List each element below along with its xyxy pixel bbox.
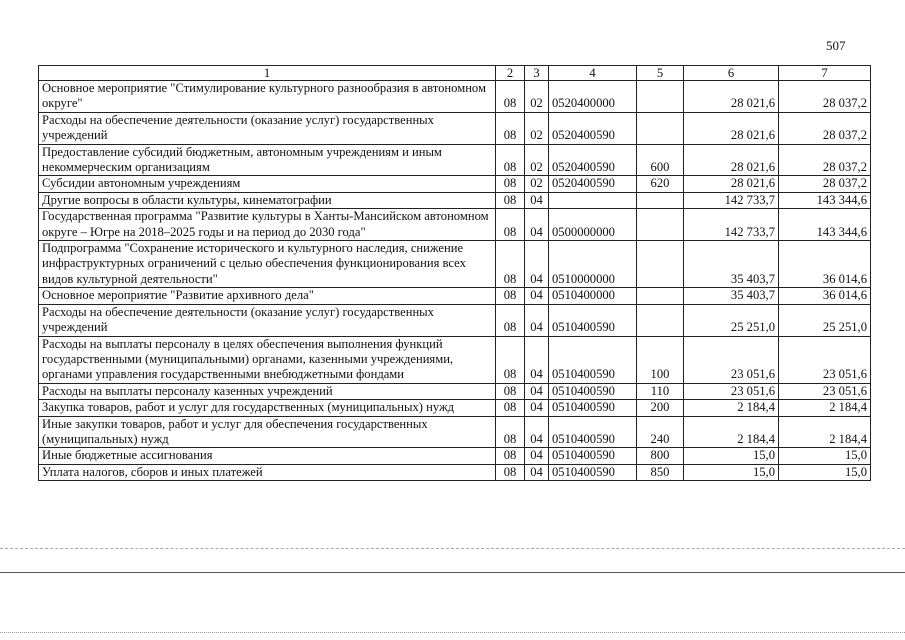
table-row <box>39 448 871 464</box>
amount-year-1: 28 021,6 <box>684 81 779 113</box>
expense-type-code: 110 <box>637 383 684 399</box>
amount-year-1: 15,0 <box>684 464 779 480</box>
table-row <box>39 241 871 288</box>
expense-type-code <box>637 209 684 241</box>
table-row <box>39 400 871 416</box>
section-code: 08 <box>496 192 525 208</box>
table-row <box>39 336 871 383</box>
amount-year-2: 28 037,2 <box>779 176 871 192</box>
subsection-code: 04 <box>525 209 549 241</box>
table-body <box>39 81 871 481</box>
amount-year-1: 35 403,7 <box>684 241 779 288</box>
item-name: Иные бюджетные ассигнования <box>39 448 496 464</box>
amount-year-2: 36 014,6 <box>779 288 871 304</box>
amount-year-1: 35 403,7 <box>684 288 779 304</box>
item-name: Закупка товаров, работ и услуг для государственных (муниципальных) нужд <box>39 400 496 416</box>
target-article-code: 0520400590 <box>549 112 637 144</box>
target-article-code: 0510400590 <box>549 400 637 416</box>
table-row <box>39 81 871 113</box>
subsection-code: 02 <box>525 176 549 192</box>
amount-year-1: 142 733,7 <box>684 192 779 208</box>
expense-type-code <box>637 112 684 144</box>
expense-type-code: 800 <box>637 448 684 464</box>
amount-year-2: 15,0 <box>779 464 871 480</box>
amount-year-1: 142 733,7 <box>684 209 779 241</box>
table-row <box>39 416 871 448</box>
target-article-code: 0520400590 <box>549 176 637 192</box>
expense-type-code: 850 <box>637 464 684 480</box>
amount-year-1: 2 184,4 <box>684 416 779 448</box>
amount-year-2: 36 014,6 <box>779 241 871 288</box>
target-article-code: 0500000000 <box>549 209 637 241</box>
header-col-5: 5 <box>637 66 684 81</box>
target-article-code: 0510400590 <box>549 336 637 383</box>
amount-year-1: 28 021,6 <box>684 176 779 192</box>
target-article-code: 0510400590 <box>549 383 637 399</box>
item-name: Уплата налогов, сборов и иных платежей <box>39 464 496 480</box>
expense-type-code <box>637 241 684 288</box>
expense-type-code: 240 <box>637 416 684 448</box>
section-code: 08 <box>496 336 525 383</box>
amount-year-1: 28 021,6 <box>684 112 779 144</box>
target-article-code: 0510000000 <box>549 241 637 288</box>
section-code: 08 <box>496 241 525 288</box>
item-name: Расходы на выплаты персоналу казенных учреждений <box>39 383 496 399</box>
amount-year-2: 143 344,6 <box>779 192 871 208</box>
amount-year-2: 143 344,6 <box>779 209 871 241</box>
amount-year-2: 23 051,6 <box>779 336 871 383</box>
page-divider <box>0 572 905 573</box>
section-code: 08 <box>496 81 525 113</box>
section-code: 08 <box>496 209 525 241</box>
section-code: 08 <box>496 448 525 464</box>
subsection-code: 02 <box>525 81 549 113</box>
subsection-code: 04 <box>525 400 549 416</box>
expense-type-code: 100 <box>637 336 684 383</box>
section-code: 08 <box>496 176 525 192</box>
target-article-code: 0510400590 <box>549 448 637 464</box>
amount-year-2: 28 037,2 <box>779 81 871 113</box>
table-row <box>39 144 871 176</box>
section-code: 08 <box>496 288 525 304</box>
subsection-code: 04 <box>525 304 549 336</box>
section-code: 08 <box>496 304 525 336</box>
item-name: Иные закупки товаров, работ и услуг для обеспечения государственных (муниципальных) нужд <box>39 416 496 448</box>
section-code: 08 <box>496 464 525 480</box>
expense-type-code: 620 <box>637 176 684 192</box>
target-article-code: 0510400590 <box>549 464 637 480</box>
amount-year-2: 23 051,6 <box>779 383 871 399</box>
table-row <box>39 209 871 241</box>
target-article-code: 0510400000 <box>549 288 637 304</box>
section-code: 08 <box>496 112 525 144</box>
subsection-code: 04 <box>525 192 549 208</box>
table-row <box>39 192 871 208</box>
item-name: Другие вопросы в области культуры, кинематографии <box>39 192 496 208</box>
amount-year-2: 15,0 <box>779 448 871 464</box>
item-name: Предоставление субсидий бюджетным, автономным учреждениям и иным некоммерческим организациям <box>39 144 496 176</box>
target-article-code: 0520400590 <box>549 144 637 176</box>
target-article-code: 0520400000 <box>549 81 637 113</box>
subsection-code: 04 <box>525 464 549 480</box>
subsection-code: 04 <box>525 448 549 464</box>
header-col-6: 6 <box>684 66 779 81</box>
target-article-code: 0510400590 <box>549 416 637 448</box>
section-code: 08 <box>496 400 525 416</box>
expense-type-code <box>637 288 684 304</box>
table-row <box>39 176 871 192</box>
expense-type-code: 600 <box>637 144 684 176</box>
amount-year-2: 2 184,4 <box>779 400 871 416</box>
amount-year-1: 2 184,4 <box>684 400 779 416</box>
section-code: 08 <box>496 383 525 399</box>
expense-type-code: 200 <box>637 400 684 416</box>
header-col-1: 1 <box>39 66 496 81</box>
expense-type-code <box>637 81 684 113</box>
subsection-code: 02 <box>525 144 549 176</box>
item-name: Государственная программа "Развитие культуры в Ханты-Мансийском автономном округе – Югре на 2018–2025 годы и на период до 2030 года" <box>39 209 496 241</box>
header-col-7: 7 <box>779 66 871 81</box>
item-name: Расходы на обеспечение деятельности (оказание услуг) государственных учреждений <box>39 112 496 144</box>
budget-table <box>38 65 871 481</box>
table-row <box>39 304 871 336</box>
amount-year-1: 28 021,6 <box>684 144 779 176</box>
amount-year-2: 28 037,2 <box>779 112 871 144</box>
subsection-code: 02 <box>525 112 549 144</box>
subsection-code: 04 <box>525 288 549 304</box>
subsection-code: 04 <box>525 416 549 448</box>
subsection-code: 04 <box>525 241 549 288</box>
amount-year-2: 25 251,0 <box>779 304 871 336</box>
item-name: Расходы на обеспечение деятельности (оказание услуг) государственных учреждений <box>39 304 496 336</box>
target-article-code <box>549 192 637 208</box>
section-code: 08 <box>496 416 525 448</box>
scan-edge <box>0 632 905 633</box>
section-code: 08 <box>496 144 525 176</box>
expense-type-code <box>637 192 684 208</box>
amount-year-1: 23 051,6 <box>684 336 779 383</box>
table-row <box>39 383 871 399</box>
header-col-4: 4 <box>549 66 637 81</box>
amount-year-1: 25 251,0 <box>684 304 779 336</box>
item-name: Подпрограмма "Сохранение исторического и культурного наследия, снижение инфраструктурных ограничений с целью обеспечения функционирования всех видов культурной деятельности" <box>39 241 496 288</box>
subsection-code: 04 <box>525 336 549 383</box>
amount-year-1: 23 051,6 <box>684 383 779 399</box>
item-name: Основное мероприятие "Развитие архивного дела" <box>39 288 496 304</box>
item-name: Основное мероприятие "Стимулирование культурного разнообразия в автономном округе" <box>39 81 496 113</box>
amount-year-1: 15,0 <box>684 448 779 464</box>
header-row <box>39 66 871 81</box>
subsection-code: 04 <box>525 383 549 399</box>
table-row <box>39 464 871 480</box>
page-number: 507 <box>826 38 846 53</box>
amount-year-2: 2 184,4 <box>779 416 871 448</box>
amount-year-2: 28 037,2 <box>779 144 871 176</box>
table-row <box>39 288 871 304</box>
target-article-code: 0510400590 <box>549 304 637 336</box>
expense-type-code <box>637 304 684 336</box>
table-row <box>39 112 871 144</box>
header-col-3: 3 <box>525 66 549 81</box>
header-col-2: 2 <box>496 66 525 81</box>
scan-divider <box>0 548 905 549</box>
item-name: Расходы на выплаты персоналу в целях обеспечения выполнения функций государственными (муниципальными) органами, казенными учреждениями, органами управления государственными внебюджетными фондами <box>39 336 496 383</box>
item-name: Субсидии автономным учреждениям <box>39 176 496 192</box>
